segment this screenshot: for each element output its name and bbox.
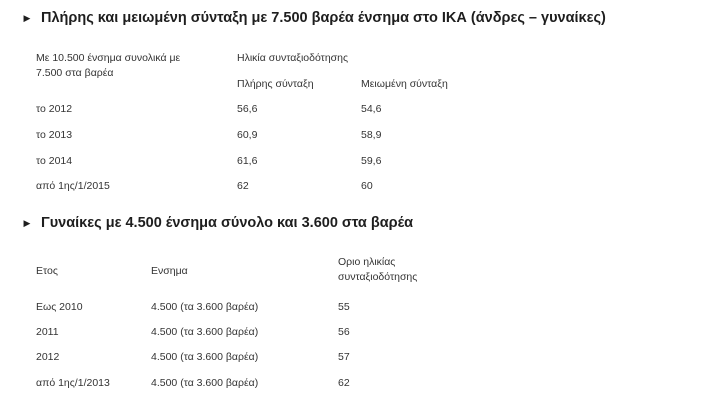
table1-full: 56,6 [237,103,258,115]
section2-title: Γυναίκες με 4.500 ένσημα σύνολο και 3.600 στα βαρέα [41,215,414,231]
section2-heading [22,215,413,231]
table1-full: 61,6 [237,155,258,167]
table2-header-col2: Ενσημα [151,265,188,277]
section1-title: Πλήρης και μειωμένη σύνταξη με 7.500 βαρέα ένσημα στο ΙΚΑ (άνδρες – γυναίκες) [41,10,606,26]
table1-reduced: 58,9 [361,129,382,141]
table2-age: 57 [338,351,350,363]
table1-header-col1: Με 10.500 ένσημα συνολικά με 7.500 στα βαρέα [36,52,181,79]
table2-age: 55 [338,301,350,313]
table2-year: 2011 [36,326,59,338]
table2-stamps: 4.500 (τα 3.600 βαρέα) [151,377,259,389]
table1-year: το 2014 [36,155,73,167]
table1-header-group: Ηλικία συνταξιοδότησης [237,52,349,64]
table1-reduced: 60 [361,180,373,192]
table1-reduced: 54,6 [361,103,382,115]
table2-age: 56 [338,326,350,338]
table2-year: από 1ης/1/2013 [36,377,110,389]
table2-stamps: 4.500 (τα 3.600 βαρέα) [151,326,259,338]
chevron-right-icon: ▶ [23,12,31,23]
table1-year: από 1ης/1/2015 [36,180,110,192]
table1-reduced: 59,6 [361,155,382,167]
table1-year: το 2012 [36,103,73,115]
table2-header-col1: Ετος [36,265,58,277]
table2-age: 62 [338,377,350,389]
table2-header-col3: Οριο ηλικίας συνταξιοδότησης [338,256,418,283]
table2-stamps: 4.500 (τα 3.600 βαρέα) [151,351,259,363]
chevron-right-icon: ▶ [23,217,31,228]
table1-header-col3: Μειωμένη σύνταξη [361,78,448,90]
table1-full: 62 [237,180,249,192]
table2-year: Εως 2010 [36,301,83,313]
table2-year: 2012 [36,351,60,363]
section1-heading [22,10,606,26]
table1-full: 60,9 [237,129,258,141]
table1-header-col2: Πλήρης σύνταξη [237,78,314,90]
table2-stamps: 4.500 (τα 3.600 βαρέα) [151,301,259,313]
table1-year: το 2013 [36,129,73,141]
